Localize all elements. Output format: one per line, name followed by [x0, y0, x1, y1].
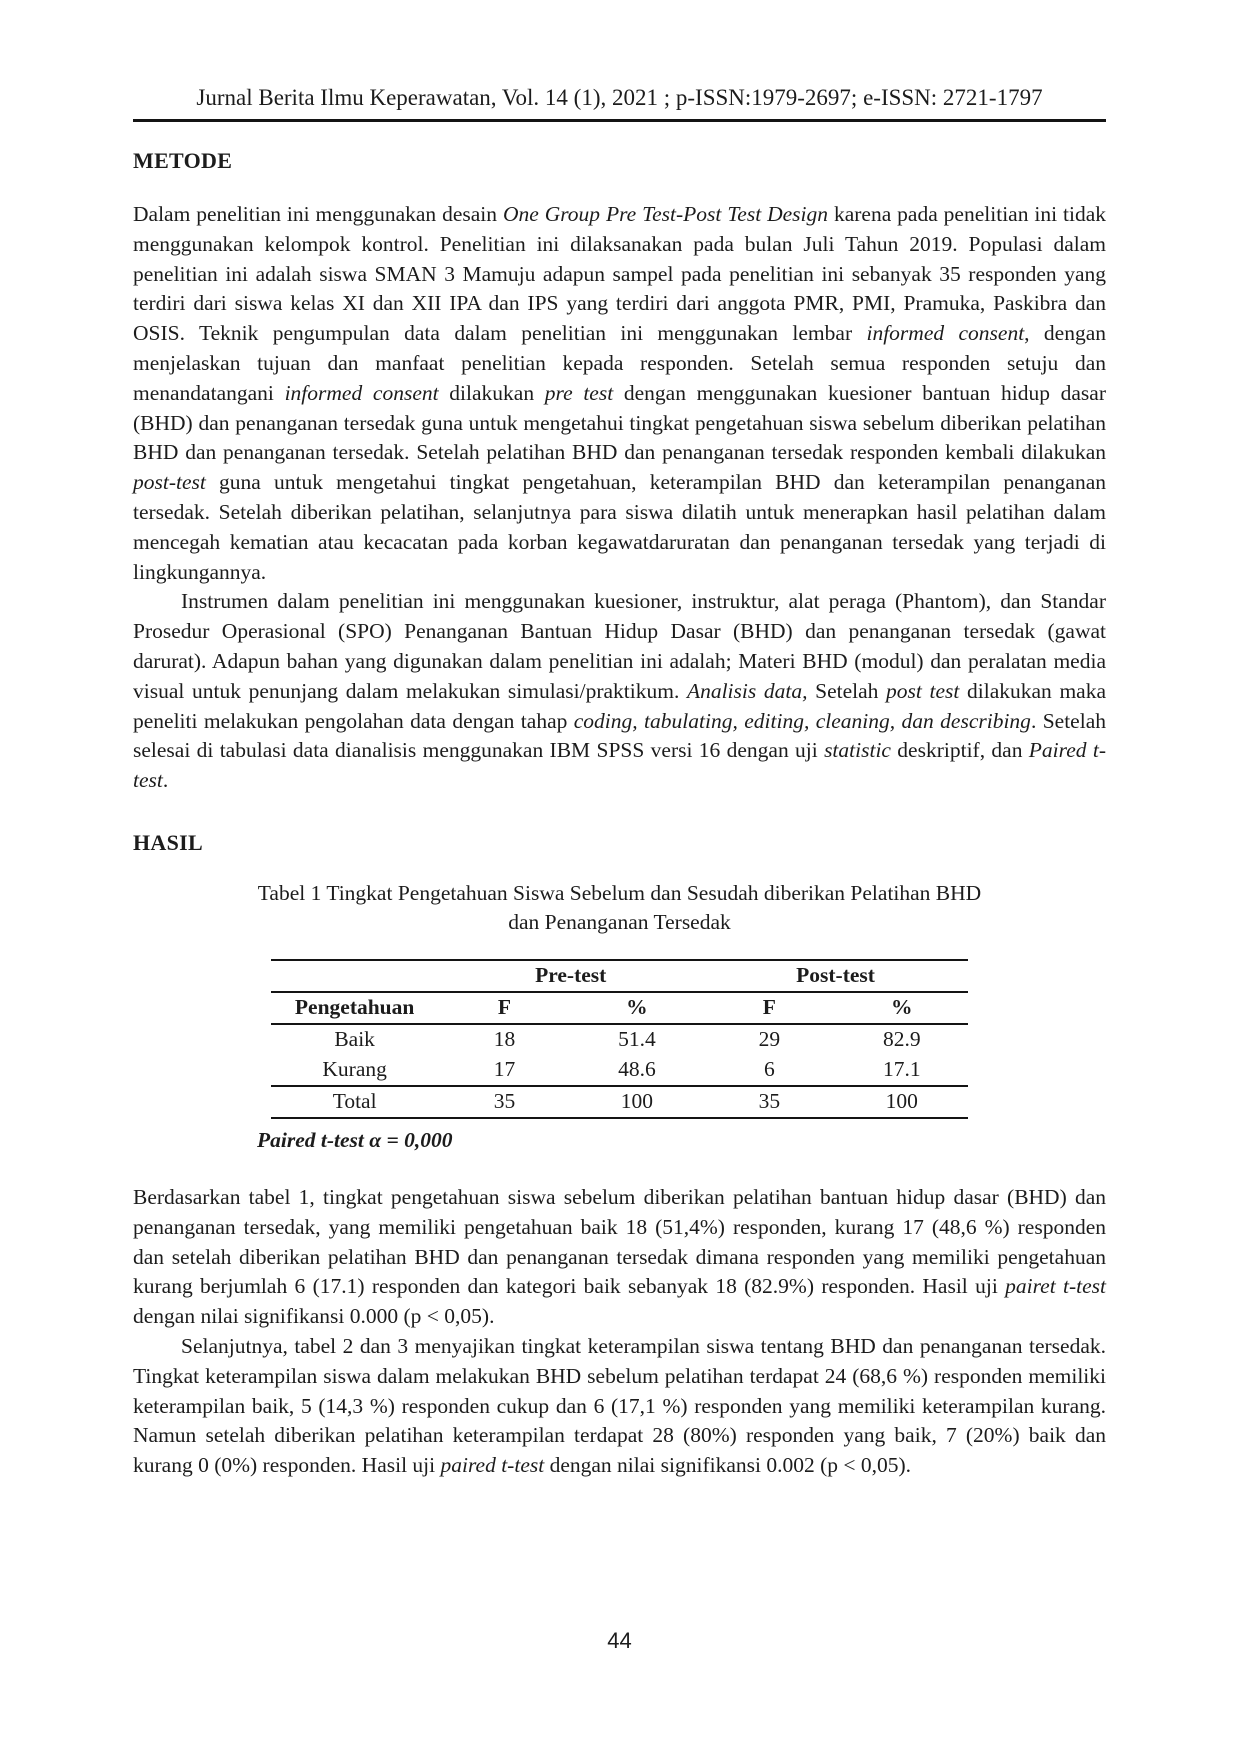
text-segment: post-test: [133, 470, 206, 495]
table-group-header-posttest: Post-test: [796, 963, 875, 988]
table-cell: 17.1: [882, 1057, 921, 1082]
section-heading-metode: METODE: [133, 148, 233, 173]
column-header-pct-pre: %: [626, 995, 648, 1020]
text-segment: statistic: [824, 738, 891, 763]
hasil-paragraph-1: [133, 1183, 1106, 1332]
text-segment: .: [162, 768, 169, 793]
text-segment: Paired t-test: [133, 738, 1106, 793]
table-cell: 100: [620, 1089, 654, 1114]
text-segment: Dalam penelitian ini menggunakan desain: [133, 202, 503, 226]
table-cell: 6: [763, 1057, 775, 1082]
header-divider: [133, 119, 1106, 122]
table-cell-label: Total: [332, 1089, 377, 1114]
text-segment: guna untuk mengetahui tingkat pengetahuan, keterampilan BHD dan keterampilan penanganan tersedak. Setelah diberikan pelatihan, selanjutnya para siswa dilatih untuk menerapkan hasil pelatihan dalam mencegah kematian atau kecacatan pada korban kegawatdaruratan dan penanganan tersedak yang terjadi di lingkungannya.: [133, 470, 1106, 584]
journal-header-line: Jurnal Berita Ilmu Keperawatan, Vol. 14 (1), 2021 ; p-ISSN:1979-2697; e-ISSN: 2721-1797: [196, 85, 1043, 110]
table-corner-cell: [271, 960, 438, 992]
table-caption-line-2: dan Penanganan Tersedak: [508, 909, 731, 934]
table-group-header-pretest: Pre-test: [535, 963, 607, 988]
column-header-pengetahuan: Pengetahuan: [294, 995, 415, 1020]
text-segment: . Setelah selesai di tabulasi data dianalisis menggunakan IBM SPSS versi 16 dengan uji: [133, 708, 1106, 763]
text-segment: dengan menggunakan kuesioner bantuan hidup dasar (BHD) dan penanganan tersedak guna untuk mengetahui tingkat pengetahuan siswa sebelum diberikan pelatihan BHD dan penanganan tersedak. Setelah pelatihan BHD dan penanganan tersedak responden kembali dilakukan: [133, 380, 1107, 465]
table-cell: 100: [885, 1089, 918, 1114]
table-cell: 48.6: [618, 1057, 656, 1082]
text-segment: dilakukan maka peneliti melakukan pengolahan data dengan tahap: [133, 678, 1107, 733]
page-number: 44: [607, 1628, 632, 1653]
table-row-baik: [271, 1024, 968, 1055]
metode-paragraph-2: [133, 587, 1106, 796]
results-table: [271, 959, 968, 1119]
text-segment: informed consent: [284, 380, 439, 405]
text-segment: One Group Pre Test-Post Test Design: [502, 202, 829, 226]
text-segment: Instrumen dalam penelitian ini menggunakan kuesioner, instruktur, alat peraga (Phantom), dan Standar Prosedur Operasional (SPO) Penanganan Bantuan Hidup Dasar (BHD) dan penanganan tersedak (gawat darurat). Adapun bahan yang digunakan dalam penelitian ini adalah; Materi BHD (modul) dan peralatan media visual untuk penunjang dalam melakukan simulasi/praktikum.: [133, 589, 1106, 703]
section-heading-hasil: HASIL: [133, 829, 203, 855]
table-cell: 51.4: [618, 1027, 656, 1052]
table-cell: 35: [758, 1089, 781, 1114]
text-segment: paired t-test: [440, 1453, 545, 1478]
text-segment: Setelah: [807, 678, 887, 703]
table-column-header-row: [271, 992, 968, 1024]
table-group-header-row: [271, 960, 968, 992]
text-segment: karena pada penelitian ini tidak menggunakan kelompok kontrol. Penelitian ini dilaksanakan pada bulan Juli Tahun 2019. Populasi dalam penelitian ini adalah siswa SMAN 3 Mamuju adapun sampel pada penelitian ini sebanyak 35 responden yang terdiri dari siswa kelas XI dan XII IPA dan IPS yang terdiri dari anggota PMR, PMI, Pramuka, Paskibra dan OSIS. Teknik pengumpulan data dalam penelitian ini menggunakan lembar: [133, 202, 1106, 346]
metode-paragraph-1: [133, 200, 1106, 587]
hasil-paragraph-2: [133, 1332, 1106, 1481]
table-cell-label: Kurang: [322, 1057, 387, 1082]
paired-ttest-note: Paired t-test α = 0,000: [257, 1127, 453, 1152]
text-segment: pre test: [544, 380, 614, 405]
text-segment: deskriptif, dan: [890, 738, 1029, 763]
table-cell-label: Baik: [334, 1027, 375, 1052]
table-cell: 35: [493, 1089, 516, 1114]
table-caption-line-1: Tabel 1 Tingkat Pengetahuan Siswa Sebelum dan Sesudah diberikan Pelatihan BHD: [257, 880, 982, 905]
table-cell: 18: [493, 1027, 516, 1052]
table-row-kurang: [271, 1055, 968, 1086]
results-table-wrap: [257, 959, 968, 1153]
column-header-f-pre: F: [497, 995, 512, 1020]
text-segment: , dengan menjelaskan tujuan dan manfaat penelitian kepada responden. Setelah semua responden setuju dan menandatangani: [133, 321, 1107, 405]
text-segment: dengan nilai signifikansi 0.002 (p < 0,05).: [544, 1453, 912, 1478]
table-cell: 82.9: [882, 1027, 921, 1052]
text-segment: post test: [886, 678, 960, 703]
column-header-f-post: F: [762, 995, 776, 1020]
table-row-total: [271, 1086, 968, 1118]
text-segment: pairet t-test: [1005, 1274, 1106, 1299]
text-segment: informed consent: [866, 321, 1025, 346]
text-segment: dilakukan: [438, 380, 545, 405]
column-header-pct-post: %: [891, 995, 913, 1020]
text-segment: coding, tabulating, editing, cleaning, dan describing: [573, 708, 1031, 733]
text-segment: Selanjutnya, tabel 2 dan 3 menyajikan tingkat keterampilan siswa tentang BHD dan penanganan tersedak. Tingkat keterampilan siswa dalam melakukan BHD sebelum pelatihan terdapat 24 (68,6 %) responden memiliki keterampilan baik, 5 (14,3 %) responden cukup dan 6 (17,1 %) responden yang memiliki keterampilan kurang. Namun setelah diberikan pelatihan keterampilan terdapat 28 (80%) responden yang baik, 7 (20%) baik dan kurang 0 (0%) responden. Hasil uji: [133, 1333, 1106, 1478]
text-segment: Analisis data,: [686, 678, 808, 703]
text-segment: dengan nilai signifikansi 0.000 (p < 0,05).: [133, 1304, 495, 1329]
text-segment: Berdasarkan tabel 1, tingkat pengetahuan siswa sebelum diberikan pelatihan bantuan hidup dasar (BHD) dan penanganan tersedak, yang memiliki pengetahuan baik 18 (51,4%) responden, kurang 17 (48,6 %) responden dan setelah diberikan pelatihan BHD dan penanganan tersedak dimana responden yang memiliki pengetahuan kurang berjumlah 6 (17.1) responden dan kategori baik sebanyak 18 (82.9%) responden. Hasil uji: [133, 1184, 1106, 1299]
table-caption: [133, 879, 1106, 937]
table-cell: 17: [493, 1057, 516, 1082]
table-cell: 29: [758, 1027, 781, 1052]
